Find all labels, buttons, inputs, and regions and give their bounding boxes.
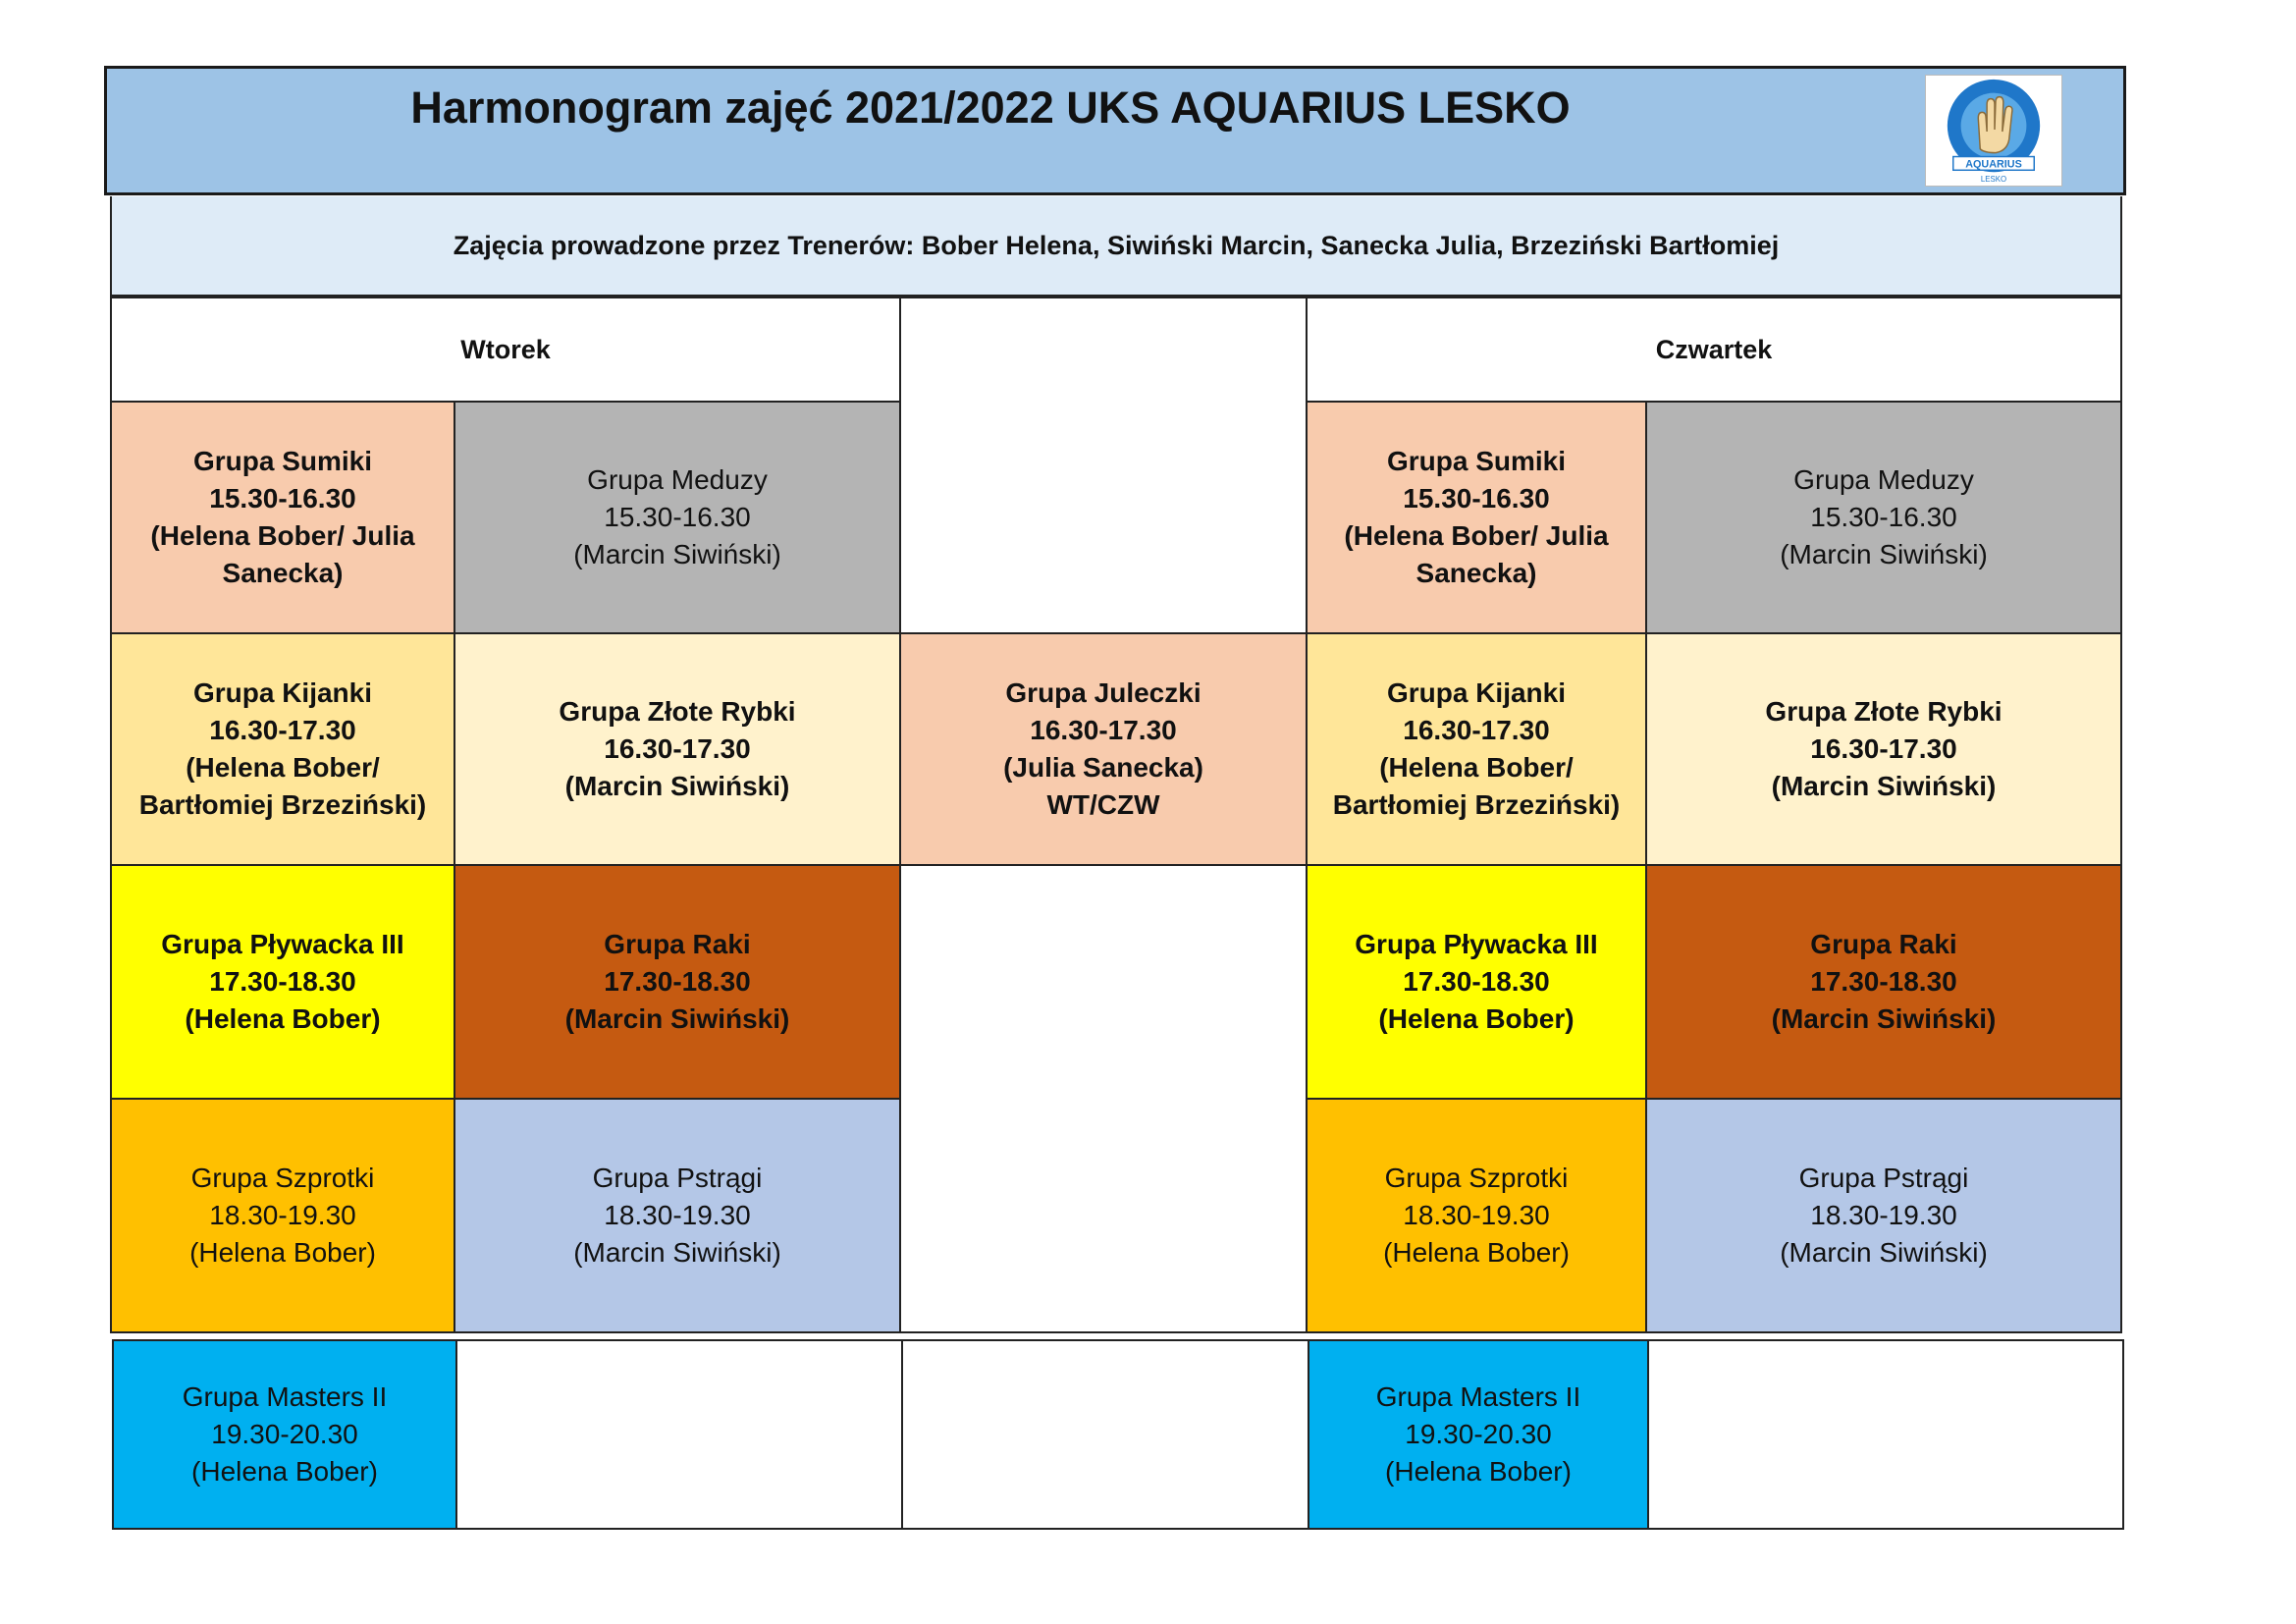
group-cell-sumiki-tue: Grupa Sumiki 15.30-16.30 (Helena Bober/ Julia Sanecka) bbox=[110, 401, 455, 634]
group-cell-meduzy-thu: Grupa Meduzy 15.30-16.30 (Marcin Siwiński) bbox=[1645, 401, 2122, 634]
empty-cell bbox=[899, 864, 1308, 1333]
group-cell-szprotki-thu: Grupa Szprotki 18.30-19.30 (Helena Bober) bbox=[1306, 1098, 1647, 1333]
group-cell-kijanki-tue: Grupa Kijanki 16.30-17.30 (Helena Bober/ Bartłomiej Brzeziński) bbox=[110, 632, 455, 866]
group-cell-pstragi-tue: Grupa Pstrągi 18.30-19.30 (Marcin Siwiński) bbox=[454, 1098, 901, 1333]
group-cell-kijanki-thu: Grupa Kijanki 16.30-17.30 (Helena Bober/ Bartłomiej Brzeziński) bbox=[1306, 632, 1647, 866]
header-banner bbox=[104, 66, 2126, 195]
svg-text:AQUARIUS: AQUARIUS bbox=[1965, 158, 2022, 171]
group-cell-masters-thu: Grupa Masters II 19.30-20.30 (Helena Bober) bbox=[1308, 1339, 1649, 1530]
group-cell-plywacka-thu: Grupa Pływacka III 17.30-18.30 (Helena Bober) bbox=[1306, 864, 1647, 1100]
day-header-tuesday: Wtorek bbox=[110, 297, 901, 403]
group-cell-pstragi-thu: Grupa Pstrągi 18.30-19.30 (Marcin Siwiński) bbox=[1645, 1098, 2122, 1333]
hand-logo-icon bbox=[1926, 76, 2061, 186]
svg-text:LESKO: LESKO bbox=[1980, 175, 2007, 185]
group-cell-szprotki-tue: Grupa Szprotki 18.30-19.30 (Helena Bober) bbox=[110, 1098, 455, 1333]
group-cell-zlote-rybki-tue: Grupa Złote Rybki 16.30-17.30 (Marcin Siwiński) bbox=[454, 632, 901, 866]
empty-cell bbox=[901, 1339, 1309, 1530]
trainers-line: Zajęcia prowadzone przez Trenerów: Bober Helena, Siwiński Marcin, Sanecka Julia, Brzeziński Bartłomiej bbox=[110, 196, 2122, 297]
club-logo bbox=[1925, 75, 2062, 187]
group-cell-juleczki: Grupa Juleczki 16.30-17.30 (Julia Sanecka) WT/CZW bbox=[899, 632, 1308, 866]
group-cell-raki-tue: Grupa Raki 17.30-18.30 (Marcin Siwiński) bbox=[454, 864, 901, 1100]
group-cell-meduzy-tue: Grupa Meduzy 15.30-16.30 (Marcin Siwiński) bbox=[454, 401, 901, 634]
group-cell-zlote-rybki-thu: Grupa Złote Rybki 16.30-17.30 (Marcin Siwiński) bbox=[1645, 632, 2122, 866]
empty-cell bbox=[899, 297, 1308, 636]
group-cell-masters-tue: Grupa Masters II 19.30-20.30 (Helena Bober) bbox=[112, 1339, 457, 1530]
day-header-thursday: Czwartek bbox=[1306, 297, 2122, 403]
group-cell-raki-thu: Grupa Raki 17.30-18.30 (Marcin Siwiński) bbox=[1645, 864, 2122, 1100]
empty-cell bbox=[1647, 1339, 2124, 1530]
group-cell-plywacka-tue: Grupa Pływacka III 17.30-18.30 (Helena Bober) bbox=[110, 864, 455, 1100]
group-cell-sumiki-thu: Grupa Sumiki 15.30-16.30 (Helena Bober/ Julia Sanecka) bbox=[1306, 401, 1647, 634]
page-title: Harmonogram zajęć 2021/2022 UKS AQUARIUS LESKO bbox=[410, 82, 1571, 133]
empty-cell bbox=[455, 1339, 903, 1530]
